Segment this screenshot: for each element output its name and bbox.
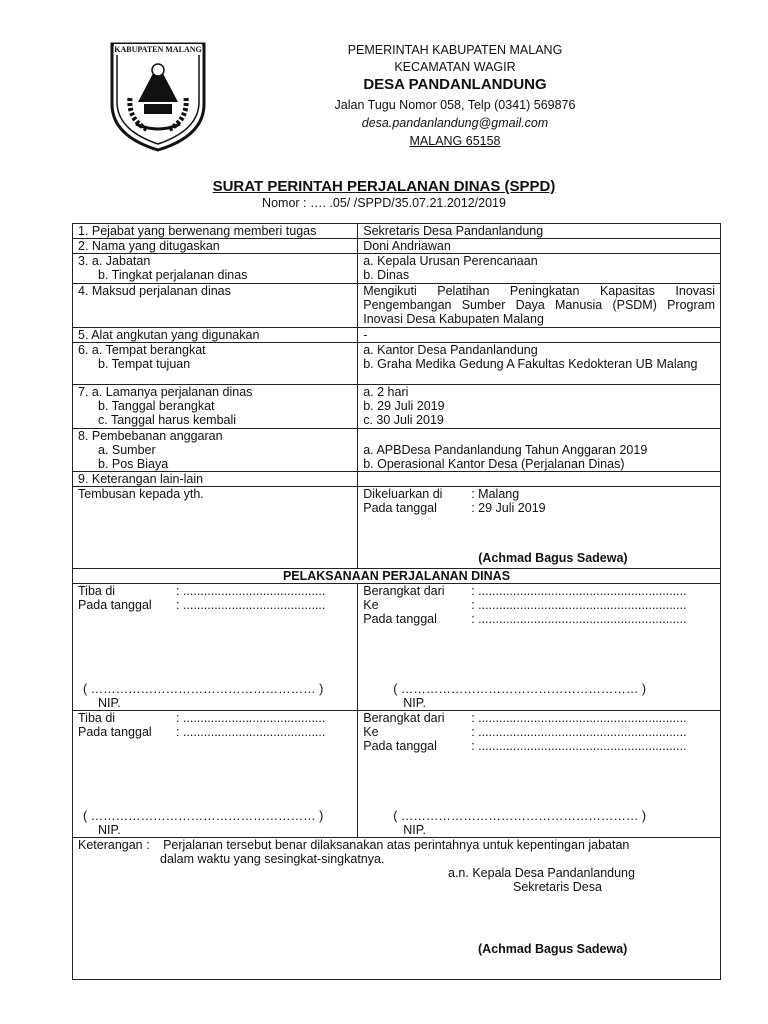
row9-value (358, 472, 721, 487)
issued-date-label: Pada tanggal (363, 501, 437, 515)
row8-label-a: a. Sumber (98, 443, 156, 457)
row3-value (358, 254, 721, 284)
keterangan-jabatan: Sekretaris Desa (513, 880, 602, 894)
departure-date-label: Pada tanggal (363, 612, 437, 626)
departure-from-dots: : ............................................................ (471, 584, 687, 598)
departure-from-label: Berangkat dari (363, 584, 445, 598)
arrival-label-2: Tiba di (78, 711, 116, 725)
row8-label (73, 429, 358, 472)
departure-to-label-2: Ke (363, 725, 379, 739)
row6-value (358, 343, 721, 385)
row3-label (73, 254, 358, 284)
nip-right-1: NIP. (403, 696, 426, 710)
row7-value-a: a. 2 hari (363, 385, 409, 399)
arrival-label: Tiba di (78, 584, 116, 598)
row4-label: 4. Maksud perjalanan dinas (73, 284, 358, 328)
row1-value: Sekretaris Desa Pandanlandung (358, 224, 721, 239)
row7-value (358, 385, 721, 429)
departure-to-dots-2: : ............................................................ (471, 725, 687, 739)
departure-cell-2 (358, 711, 721, 838)
row8-value (358, 429, 721, 472)
arrival-cell-2 (73, 711, 358, 838)
header-district: KECAMATAN WAGIR (394, 60, 516, 74)
sppd-table (72, 223, 721, 980)
keterangan-an: a.n. Kepala Desa Pandanlandung (448, 866, 635, 880)
document-number: Nomor : …. .05/ /SPPD/35.07.21.2012/2019 (262, 196, 506, 210)
departure-date-dots-2: : ............................................................ (471, 739, 687, 753)
arrival-dots: : ......................................... (176, 584, 326, 598)
keterangan-text-2: dalam waktu yang sesingkat-singkatnya. (160, 852, 385, 866)
row4-value: Mengikuti Pelatihan Peningkatan Kapasitas Inovasi Pengembangan Sumber Daya Manusia (PSDM) Program Inovasi Desa Kabupaten Malang (358, 284, 721, 328)
arrival-dots-2: : ......................................... (176, 711, 326, 725)
keterangan-label: Keterangan : (78, 838, 150, 852)
issuer-signature-name: (Achmad Bagus Sadewa) (478, 551, 628, 565)
row3-label-a: 3. a. Jabatan (78, 254, 151, 268)
row8-label-main: 8. Pembebanan anggaran (78, 429, 223, 443)
keterangan-signer: (Achmad Bagus Sadewa) (478, 942, 628, 956)
document-title: SURAT PERINTAH PERJALANAN DINAS (SPPD) (212, 178, 556, 195)
row6-label-a: 6. a. Tempat berangkat (78, 343, 206, 357)
signature-line-right-1: ( ………………………………………………… ) (393, 682, 647, 696)
departure-date-dots: : ............................................................ (471, 612, 687, 626)
signature-line-left-1: ( ……………………………………………… ) (83, 682, 324, 696)
row9-label: 9. Keterangan lain-lain (73, 472, 358, 487)
row6-label (73, 343, 358, 385)
header-address: Jalan Tugu Nomor 058, Telp (0341) 569876 (334, 98, 576, 112)
row8-value-a: a. APBDesa Pandanlandung Tahun Anggaran 2019 (363, 443, 648, 457)
nip-right-2: NIP. (403, 823, 426, 837)
arrival-date-label: Pada tanggal (78, 598, 152, 612)
row2-label: 2. Nama yang ditugaskan (73, 239, 358, 254)
header-government: PEMERINTAH KABUPATEN MALANG (347, 43, 563, 57)
row3-label-b: b. Tingkat perjalanan dinas (98, 268, 248, 282)
keterangan-cell (73, 838, 721, 980)
row7-label-a: 7. a. Lamanya perjalanan dinas (78, 385, 253, 399)
row6-value-b: b. Graha Medika Gedung A Fakultas Kedokteran UB Malang (363, 357, 698, 371)
departure-from-label-2: Berangkat dari (363, 711, 445, 725)
row5-value: - (358, 328, 721, 343)
arrival-cell-1 (73, 584, 358, 711)
arrival-date-label-2: Pada tanggal (78, 725, 152, 739)
departure-to-label: Ke (363, 598, 379, 612)
row8-value-b: b. Operasional Kantor Desa (Perjalanan Dinas) (363, 457, 625, 471)
row1-label: 1. Pejabat yang berwenang memberi tugas (73, 224, 358, 239)
pelaksanaan-heading: PELAKSANAAN PERJALANAN DINAS (73, 569, 721, 584)
arrival-date-dots: : ......................................... (176, 598, 326, 612)
signature-line-left-2: ( ……………………………………………… ) (83, 809, 324, 823)
row7-value-c: c. 30 Juli 2019 (363, 413, 444, 427)
row5-label: 5. Alat angkutan yang digunakan (73, 328, 358, 343)
row3-value-a: a. Kepala Urusan Perencanaan (363, 254, 538, 268)
departure-cell-1 (358, 584, 721, 711)
keterangan-text-1: Perjalanan tersebut benar dilaksanakan atas perintahnya untuk kepentingan jabatan (163, 838, 630, 852)
nip-left-1: NIP. (98, 696, 121, 710)
row7-label-c: c. Tanggal harus kembali (98, 413, 237, 427)
header-village: DESA PANDANLANDUNG (363, 76, 547, 93)
emblem-text: KABUPATEN MALANG (114, 45, 202, 54)
row2-value: Doni Andriawan (358, 239, 721, 254)
nip-left-2: NIP. (98, 823, 121, 837)
departure-from-dots-2: : ............................................................ (471, 711, 687, 725)
row7-value-b: b. 29 Juli 2019 (363, 399, 445, 413)
issued-cell (358, 487, 721, 569)
issued-date-value: : 29 Juli 2019 (471, 501, 546, 515)
header-email: desa.pandanlandung@gmail.com (361, 116, 549, 130)
row7-label (73, 385, 358, 429)
issued-at-value: : Malang (471, 487, 520, 501)
departure-date-label-2: Pada tanggal (363, 739, 437, 753)
row6-label-b: b. Tempat tujuan (98, 357, 191, 371)
tembusan-cell: Tembusan kepada yth. (73, 487, 358, 569)
departure-to-dots: : ............................................................ (471, 598, 687, 612)
signature-line-right-2: ( ………………………………………………… ) (393, 809, 647, 823)
row6-value-a: a. Kantor Desa Pandanlandung (363, 343, 538, 357)
row7-label-b: b. Tanggal berangkat (98, 399, 215, 413)
arrival-date-dots-2: : ......................................... (176, 725, 326, 739)
row3-value-b: b. Dinas (363, 268, 410, 282)
header-city: MALANG 65158 (409, 134, 501, 148)
issued-at-label: Dikeluarkan di (363, 487, 443, 501)
kabupaten-malang-emblem (108, 40, 208, 154)
row8-label-b: b. Pos Biaya (98, 457, 169, 471)
